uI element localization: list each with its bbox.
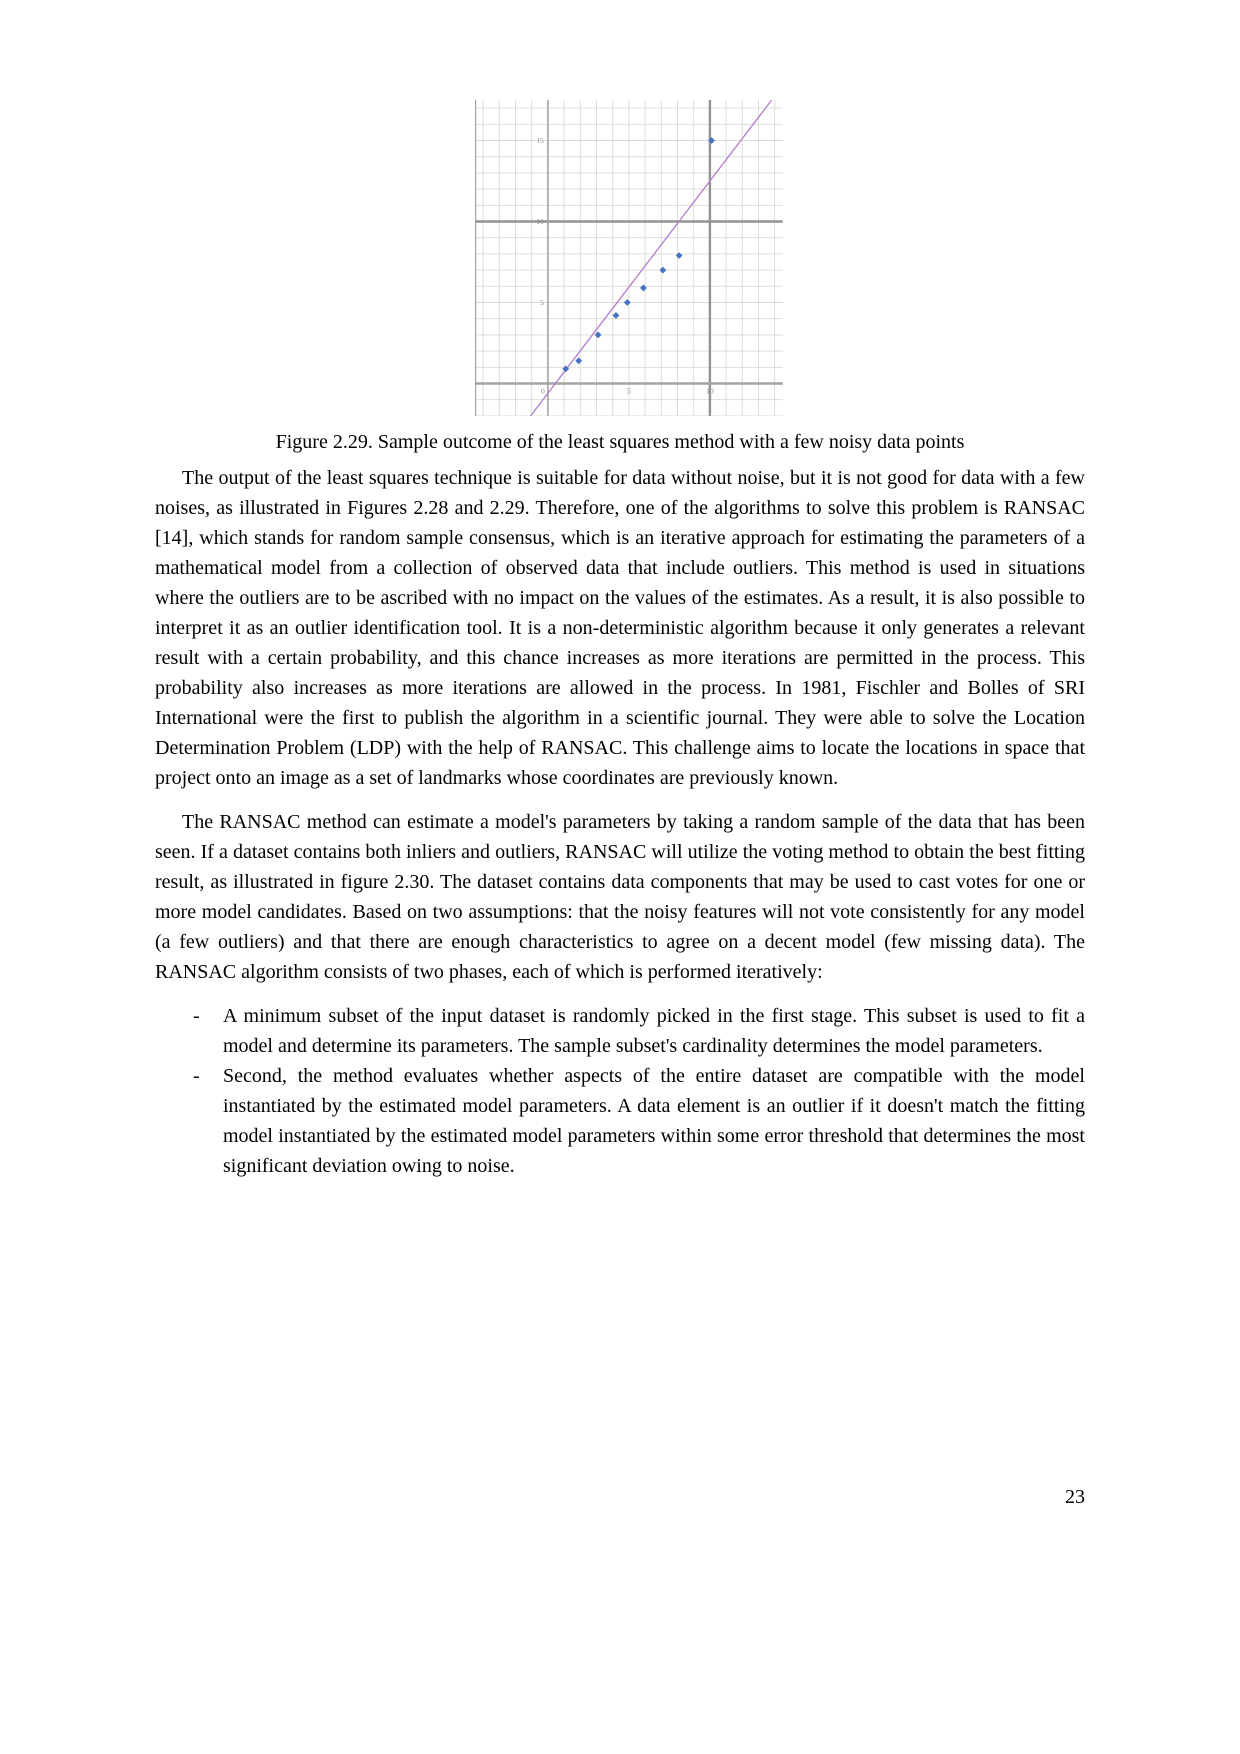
svg-text:5: 5: [540, 298, 544, 308]
svg-text:0: 0: [541, 386, 545, 396]
ransac-phases-list: [155, 1001, 1085, 1181]
svg-text:10: 10: [706, 386, 714, 396]
list-item-text: Second, the method evaluates whether aspects of the entire dataset are compatible with the model instantiated by the estimated model parameters. A data element is an outlier if it doesn't match the fitting model instantiated by the estimated model parameters within some error threshold that determines the most significant deviation owing to noise.: [223, 1064, 1085, 1177]
svg-text:15: 15: [536, 136, 544, 146]
list-item: [193, 1001, 1085, 1061]
svg-text:10: 10: [536, 217, 544, 227]
list-item-text: A minimum subset of the input dataset is randomly picked in the first stage. This subset is used to fit a model and determine its parameters. The sample subset's cardinality determines the model parameters.: [223, 1004, 1085, 1057]
list-item: [193, 1061, 1085, 1181]
figure-2-29: [155, 100, 1085, 457]
list-marker: -: [193, 1004, 200, 1027]
paragraph-ransac-method: The RANSAC method can estimate a model's parameters by taking a random sample of the data that has been seen. If a dataset contains both inliers and outliers, RANSAC will utilize the voting method to obtain the best fitting result, as illustrated in figure 2.30. The dataset contains data components that may be used to cast votes for one or more model candidates. Based on two assumptions: that the noisy features will not vote consistently for any model (a few outliers) and that there are enough characteristics to agree on a decent model (few missing data). The RANSAC algorithm consists of two phases, each of which is performed iteratively:: [155, 810, 1085, 983]
page-number: 23: [1065, 1486, 1085, 1508]
paragraph-least-squares: The output of the least squares technique is suitable for data without noise, but it is not good for data with a few noises, as illustrated in Figures 2.28 and 2.29. Therefore, one of the algorithms to solve this problem is RANSAC [14], which stands for random sample consensus, which is an iterative approach for estimating the parameters of a mathematical model from a collection of observed data that include outliers. This method is used in situations where the outliers are to be ascribed with no impact on the values of the estimates. As a result, it is also possible to interpret it as an outlier identification tool. It is a non-deterministic algorithm because it only generates a relevant result with a certain probability, and this chance increases as more iterations are permitted in the process. This probability also increases as more iterations are allowed in the process. In 1981, Fischler and Bolles of SRI International were the first to publish the algorithm in a scientific journal. They were able to solve the Location Determination Problem (LDP) with the help of RANSAC. This challenge aims to locate the locations in space that project onto an image as a set of landmarks whose coordinates are previously known.: [155, 466, 1085, 789]
list-marker: -: [193, 1064, 200, 1087]
scatter-plot: [475, 100, 783, 416]
svg-text:5: 5: [627, 386, 631, 396]
figure-caption: Figure 2.29. Sample outcome of the least squares method with a few noisy data points: [275, 430, 965, 453]
